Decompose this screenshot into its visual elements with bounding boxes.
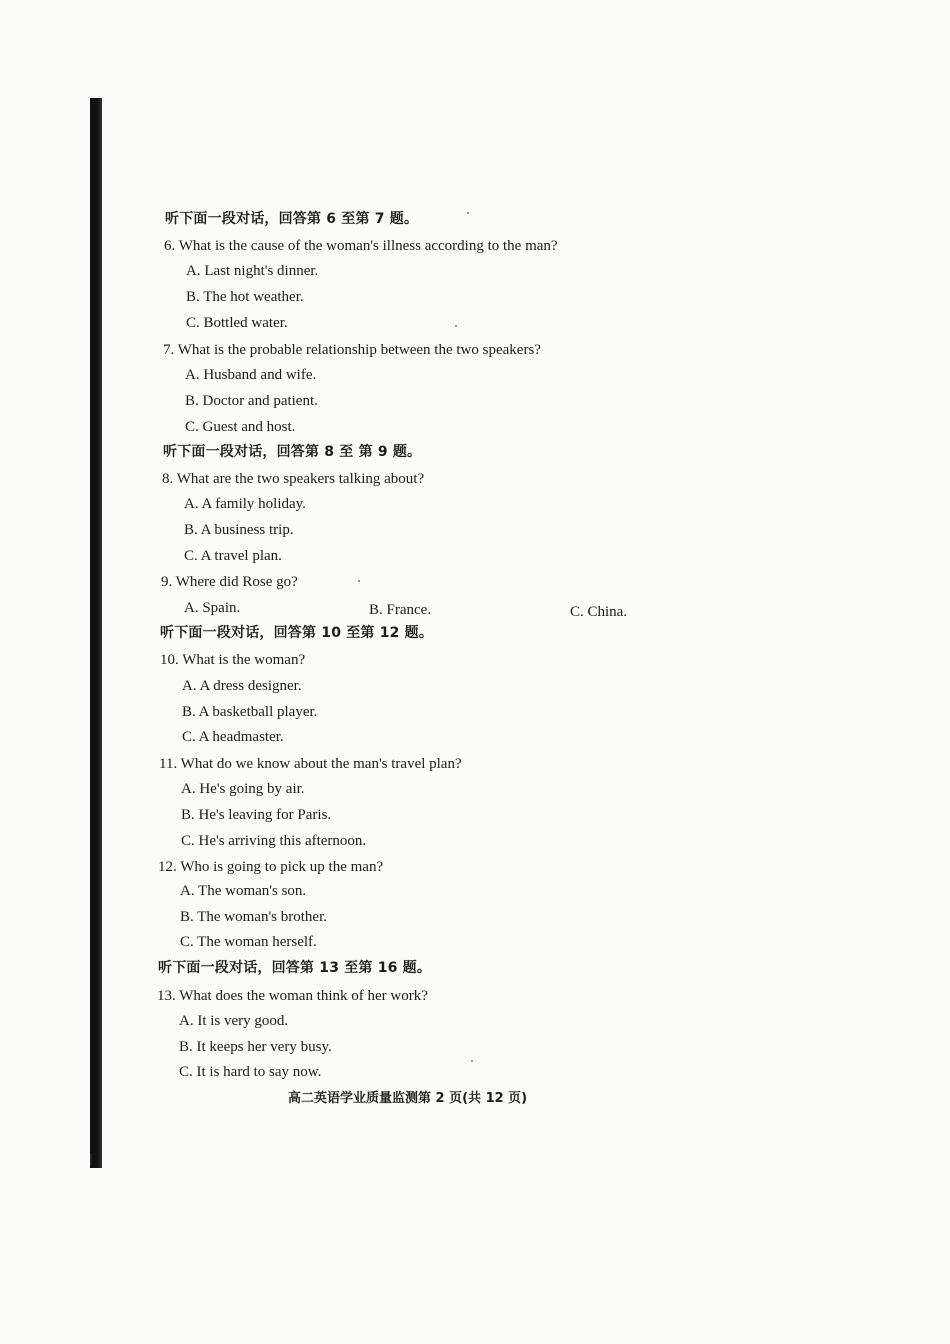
answer-option: C. Guest and host. bbox=[185, 419, 296, 435]
answer-option: A. Last night's dinner. bbox=[186, 263, 319, 279]
answer-option: A. He's going by air. bbox=[181, 781, 305, 797]
answer-option: C. Bottled water. bbox=[186, 315, 288, 331]
question-stem: 11. What do we know about the man's travel plan? bbox=[159, 756, 462, 772]
answer-option: B. A basketball player. bbox=[182, 704, 318, 720]
answer-option: A. It is very good. bbox=[179, 1013, 289, 1029]
answer-option: C. A travel plan. bbox=[184, 548, 282, 564]
scan-speck bbox=[471, 1060, 473, 1062]
answer-option: C. A headmaster. bbox=[182, 729, 284, 745]
section-heading: 听下面一段对话，回答第 10 至第 12 题。 bbox=[160, 625, 434, 641]
answer-option: C. It is hard to say now. bbox=[179, 1064, 322, 1080]
section-heading: 听下面一段对话，回答第 8 至 第 9 题。 bbox=[163, 444, 422, 460]
answer-option: B. It keeps her very busy. bbox=[179, 1039, 332, 1055]
answer-option: B. France. bbox=[369, 602, 432, 618]
scan-speck bbox=[358, 580, 360, 582]
question-stem: 8. What are the two speakers talking about? bbox=[162, 471, 425, 487]
question-stem: 13. What does the woman think of her work? bbox=[157, 988, 428, 1004]
answer-option: A. A family holiday. bbox=[184, 496, 306, 512]
answer-option: A. Husband and wife. bbox=[185, 367, 317, 383]
binding-mark bbox=[90, 1153, 92, 1165]
answer-option: C. He's arriving this afternoon. bbox=[181, 833, 367, 849]
page-footer: 高二英语学业质量监测第 2 页(共 12 页) bbox=[288, 1091, 528, 1106]
answer-option: A. The woman's son. bbox=[180, 883, 307, 899]
question-stem: 12. Who is going to pick up the man? bbox=[158, 859, 384, 875]
answer-option: C. China. bbox=[570, 604, 628, 620]
answer-option: B. He's leaving for Paris. bbox=[181, 807, 332, 823]
answer-option: B. A business trip. bbox=[184, 522, 294, 538]
question-stem: 7. What is the probable relationship between the two speakers? bbox=[163, 342, 541, 358]
answer-option: A. Spain. bbox=[184, 600, 241, 616]
section-heading: 听下面一段对话，回答第 6 至第 7 题。 bbox=[165, 211, 419, 227]
answer-option: A. A dress designer. bbox=[182, 678, 302, 694]
question-stem: 10. What is the woman? bbox=[160, 652, 306, 668]
binding-edge bbox=[90, 98, 102, 1168]
scan-speck bbox=[467, 212, 469, 214]
answer-option: B. Doctor and patient. bbox=[185, 393, 318, 409]
question-stem: 6. What is the cause of the woman's illness according to the man? bbox=[164, 238, 558, 254]
answer-option: B. The woman's brother. bbox=[180, 909, 327, 925]
answer-option: B. The hot weather. bbox=[186, 289, 304, 305]
scan-speck bbox=[455, 325, 457, 327]
answer-option: C. The woman herself. bbox=[180, 934, 317, 950]
section-heading: 听下面一段对话，回答第 13 至第 16 题。 bbox=[158, 960, 432, 976]
question-stem: 9. Where did Rose go? bbox=[161, 574, 298, 590]
